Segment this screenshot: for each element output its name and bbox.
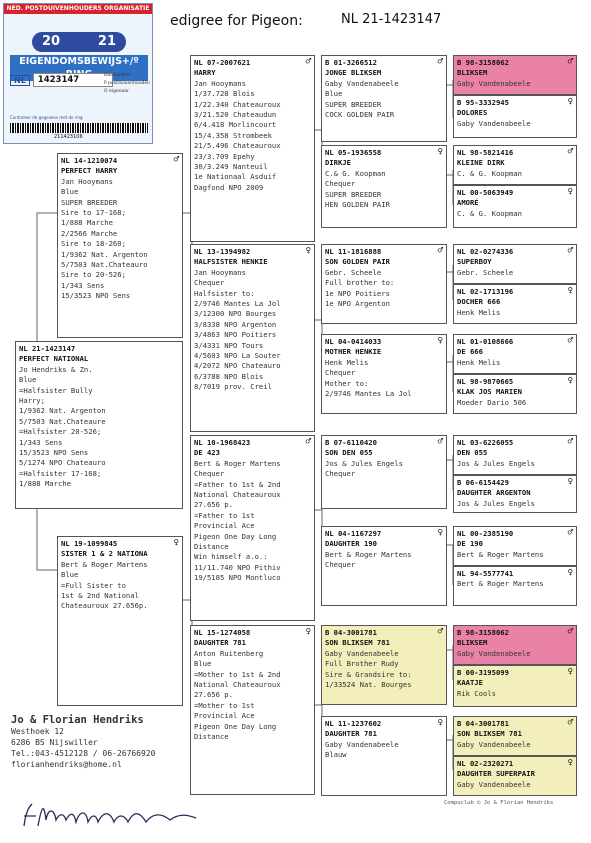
pigeon-line: Bert & Roger Martens (61, 559, 148, 569)
ggp-box (321, 334, 447, 414)
pigeon-line: 15/3523 NPO Sens (61, 291, 131, 301)
subject-line: 1/888 Marche (19, 479, 71, 489)
pigeon-line: Chequer (194, 469, 225, 479)
male-symbol-icon: ♂ (305, 437, 311, 447)
pigeon-line: Bert & Roger Martens (325, 549, 412, 559)
pigeon-line: 3/8338 NPO Argenton (194, 319, 277, 329)
female-symbol-icon: ♀ (567, 758, 573, 768)
subject-ring: NL 21-1423147 (19, 344, 76, 353)
pigeon-line: Blue (61, 187, 79, 197)
pigeon-line: 27.656 p. (194, 690, 233, 700)
male-symbol-icon: ♂ (567, 718, 573, 728)
pigeon-line: =Father to 1st & 2nd (194, 479, 281, 489)
gp-box (190, 435, 315, 621)
pigeon-line: 19/5185 NPO Montluco (194, 573, 281, 583)
pigeon-line: Pigeon One Day Long (194, 721, 277, 731)
gggp-box (453, 665, 577, 707)
pigeon-line: Gaby Vandenabeele (457, 779, 531, 789)
pigeon-line: Gaby Vandenabeele (457, 118, 531, 128)
sticker-card-name: EIGENDOMSBEWIJS+/º (10, 55, 148, 81)
pigeon-line: SON DEN 055 (325, 448, 373, 458)
pigeon-line: SUPERBOY (457, 257, 492, 267)
pigeon-line: C. & G. Koopman (457, 168, 522, 178)
ggp-box (321, 435, 447, 509)
gggp-box (453, 625, 577, 665)
owner-email: florianhendriks@home.nl (11, 760, 122, 769)
gggp-box (453, 145, 577, 185)
pigeon-line: 23/3.709 Epehy (194, 151, 255, 161)
pigeon-line: =Mother to 1st & 2nd (194, 669, 281, 679)
pigeon-line: 1/888 Marche (61, 218, 113, 228)
male-symbol-icon: ♂ (437, 437, 443, 447)
pigeon-line: National Chateauroux (194, 680, 281, 690)
female-symbol-icon: ♀ (567, 667, 573, 677)
subject-box (15, 341, 183, 509)
sticker-year-left: 20 (42, 34, 61, 49)
pigeon-line: BLIKSEM (457, 638, 488, 648)
pigeon-line: Sire & Grandsire to: (325, 669, 412, 679)
sticker-org: NED. POSTDUIVENHOUDERS ORGANISATIE (4, 4, 152, 14)
pigeon-line: SUPER BREEDER (325, 189, 382, 199)
gp-box (190, 625, 315, 795)
subject-line: 15/3523 NPO Sens (19, 448, 89, 458)
pigeon-line: Henk Melis (457, 307, 501, 317)
sticker-note: Controleer de gegevens met de ring (10, 115, 83, 120)
pigeon-line: 3/12300 NPO Bourges (194, 309, 277, 319)
pigeon-line: Anton Ruitenberg (194, 648, 264, 658)
pigeon-line: 2/9746 Mantes La Jol (194, 299, 281, 309)
female-symbol-icon: ♀ (567, 97, 573, 107)
pigeon-line: Gaby Vandenabeele (457, 739, 531, 749)
ring-number: NL 03-6226055 (457, 438, 514, 447)
pigeon-line: Gaby Vandenabeele (325, 78, 399, 88)
pigeon-line: Jos & Jules Engels (457, 498, 535, 508)
sticker-year-right: 21 (97, 34, 116, 49)
pigeon-line: Jan Hooymans (194, 78, 246, 88)
gggp-box (453, 185, 577, 228)
owner-name: Jo & Florian Hendriks (11, 714, 144, 726)
pigeon-line: Halfsister to: (194, 288, 255, 298)
pigeon-line: 4/5603 NPO La Souter (194, 351, 281, 361)
subject-line: Jo Hendriks & Zn. (19, 364, 93, 374)
male-symbol-icon: ♂ (437, 57, 443, 67)
pigeon-line: Henk Melis (457, 357, 501, 367)
owner-city: 6286 BS Nijswiller (11, 738, 98, 747)
pigeon-line: 27.656 p. (194, 500, 233, 510)
mother-box (57, 536, 183, 706)
pigeon-line: Chequer (325, 560, 356, 570)
male-symbol-icon: ♂ (437, 246, 443, 256)
female-symbol-icon: ♀ (567, 376, 573, 386)
pigeon-line: Chequer (325, 469, 356, 479)
pigeon-line: MOTHER HENKIE (325, 347, 382, 357)
gggp-box (453, 374, 577, 414)
female-symbol-icon: ♀ (173, 538, 179, 548)
pigeon-line: =Father to 1st (194, 510, 255, 520)
pigeon-line: DIRKJE (325, 158, 351, 168)
pigeon-line: 4/2072 NPO Chateauro (194, 361, 281, 371)
pigeon-line: Sire to 20-526; (61, 270, 126, 280)
male-symbol-icon: ♂ (567, 437, 573, 447)
ggp-box (321, 716, 447, 796)
ring-number: NL 02-1713196 (457, 287, 514, 296)
ring-number: B 04-3001781 (457, 719, 509, 728)
subject-line: =Halfsister 20-526; (19, 427, 102, 437)
female-symbol-icon: ♀ (567, 286, 573, 296)
pigeon-line: Blue (61, 570, 79, 580)
male-symbol-icon: ♂ (567, 147, 573, 157)
ggp-box (321, 145, 447, 228)
pigeon-line: Distance (194, 542, 229, 552)
ring-number: NL 02-2320271 (457, 759, 514, 768)
pigeon-line: HEN GOLDEN PAIR (325, 200, 390, 210)
ring-number: B 07-6110420 (325, 438, 377, 447)
pigeon-line: Moeder Dario 506 (457, 397, 527, 407)
sticker-opt1: Doorlandse (104, 73, 130, 78)
pigeon-line: 1e NPO Argenton (325, 299, 390, 309)
pigeon-line: C.& G. Koopman (325, 168, 386, 178)
gggp-box (453, 284, 577, 324)
pigeon-line: DE 190 (457, 539, 483, 549)
pigeon-line: 2/2566 Marche (61, 228, 118, 238)
pigeon-line: Gaby Vandenabeele (325, 739, 399, 749)
pigeon-line: Chateauroux 27.656p. (61, 601, 148, 611)
ring-number: B 98-3158062 (457, 58, 509, 67)
pigeon-line: =Mother to 1st (194, 700, 255, 710)
pigeon-line: COCK GOLDEN PAIR (325, 110, 395, 120)
pigeon-line: DEN 055 (457, 448, 488, 458)
pigeon-line: SON BLIKSEM 781 (325, 638, 390, 648)
ring-number: NL 15-1274058 (194, 628, 251, 637)
pigeon-line: Sire to 17-168; (61, 208, 126, 218)
pigeon-line: Distance (194, 732, 229, 742)
subject-line: 5/1274 NPO Chateauro (19, 458, 106, 468)
subject-line: =Halfsister 17-168; (19, 468, 102, 478)
ggp-box (321, 244, 447, 324)
ring-number: NL 11-1237602 (325, 719, 382, 728)
gggp-box (453, 95, 577, 138)
ring-number: NL 05-1936558 (325, 148, 382, 157)
sticker-ring: 1423147 (33, 73, 113, 87)
pigeon-line: Chequer (325, 368, 356, 378)
pigeon-line: Full brother to: (325, 278, 395, 288)
pigeon-line: 1/22.340 Chateauroux (194, 99, 281, 109)
barcode (10, 123, 148, 133)
ring-number: B 98-3158062 (457, 628, 509, 637)
pigeon-line: KAATJE (457, 678, 483, 688)
pigeon-line: DAUGHTER 190 (325, 539, 377, 549)
pigeon-line: Provincial Ace (194, 521, 255, 531)
pigeon-line: Henk Melis (325, 357, 369, 367)
female-symbol-icon: ♀ (567, 477, 573, 487)
pigeon-line: 6/3788 NPO Blois (194, 371, 264, 381)
pigeon-line: 1/9362 Nat. Argenton (61, 249, 148, 259)
ring-number: NL 11-1816888 (325, 247, 382, 256)
pigeon-line: SON GOLDEN PAIR (325, 257, 390, 267)
ring-number: NL 02-0274336 (457, 247, 514, 256)
pigeon-line: DOLORES (457, 108, 488, 118)
subject-line: 5/7503 Nat.Chateaure (19, 416, 106, 426)
pigeon-line: 1e NPO Poitiers (325, 288, 390, 298)
ring-number: NL 10-1968423 (194, 438, 251, 447)
pigeon-line: 3/4331 NPO Tours (194, 340, 264, 350)
pigeon-line: HALFSISTER HENKIE (194, 257, 268, 267)
ownership-card-sticker (3, 3, 153, 144)
gggp-box (453, 244, 577, 284)
sticker-year (32, 32, 126, 52)
female-symbol-icon: ♀ (437, 336, 443, 346)
pigeon-line: 3/4863 NPO Poitiers (194, 330, 277, 340)
male-symbol-icon: ♂ (567, 57, 573, 67)
pigeon-line: Jos & Jules Engels (325, 458, 403, 468)
pigeon-line: SISTER 1 & 2 NATIONA (61, 549, 148, 559)
male-symbol-icon: ♂ (567, 336, 573, 346)
ring-number: NL 04-0414033 (325, 337, 382, 346)
ring-number: B 04-3001781 (325, 628, 377, 637)
signature (20, 800, 200, 832)
pigeon-line: Jan Hooymans (194, 267, 246, 277)
pigeon-line: Win himself a.o.: (194, 552, 268, 562)
female-symbol-icon: ♀ (437, 718, 443, 728)
pigeon-line: C. & G. Koopman (457, 208, 522, 218)
subject-line: 1/343 Sens (19, 437, 63, 447)
sticker-opt2: P postduivenhouden (104, 81, 151, 86)
ring-number: NL 19-1099845 (61, 539, 118, 548)
male-symbol-icon: ♂ (305, 57, 311, 67)
pigeon-line: Gaby Vandenabeele (457, 78, 531, 88)
ring-number: B 95-3332945 (457, 98, 509, 107)
female-symbol-icon: ♀ (567, 568, 573, 578)
pigeon-line: Gebr. Scheele (457, 267, 514, 277)
pigeon-line: 8/7019 prov. Creil (194, 382, 272, 392)
pigeon-line: Pigeon One Day Long (194, 531, 277, 541)
ring-number: NL 00-2385190 (457, 529, 514, 538)
pigeon-line: 5/7503 Nat.Chateauro (61, 260, 148, 270)
pigeon-line: SUPER BREEDER (325, 99, 382, 109)
page-title: edigree for Pigeon: (170, 13, 303, 29)
female-symbol-icon: ♀ (305, 246, 311, 256)
pigeon-line: National Chateauroux (194, 490, 281, 500)
gggp-box (453, 475, 577, 513)
female-symbol-icon: ♀ (437, 147, 443, 157)
pigeon-line: KLAK JOS MARIEN (457, 387, 522, 397)
pigeon-line: 3/21.520 Chateaudun (194, 110, 277, 120)
pigeon-line: =Full Sister to (61, 580, 126, 590)
gggp-box (453, 526, 577, 566)
male-symbol-icon: ♂ (567, 246, 573, 256)
ring-number: B 01-3266512 (325, 58, 377, 67)
footer-credit: Compuclub © Jo & Florian Hendriks (444, 800, 554, 806)
pigeon-line: DOCHER 666 (457, 297, 501, 307)
pigeon-line: SUPER BREEDER (61, 197, 118, 207)
pigeon-line: 1/343 Sens (61, 280, 105, 290)
pigeon-line: 1/37.728 Blois (194, 89, 255, 99)
ggp-box (321, 625, 447, 705)
header-ring: NL 21-1423147 (341, 12, 442, 27)
pigeon-line: 30/3.249 Nanteuil (194, 162, 268, 172)
male-symbol-icon: ♂ (437, 627, 443, 637)
pigeon-line: 1e Nationaal Asduif (194, 172, 277, 182)
pigeon-line: Bert & Roger Martens (457, 549, 544, 559)
pigeon-line: Dagfond NPO 2009 (194, 182, 264, 192)
pigeon-line: Jan Hooymans (61, 176, 113, 186)
subject-line: 1/9362 Nat. Argenton (19, 406, 106, 416)
gp-box (190, 55, 315, 242)
male-symbol-icon: ♂ (173, 155, 179, 165)
pigeon-line: 15/4.358 Strombeek (194, 130, 272, 140)
sticker-opt3: O eigenaar (104, 89, 129, 94)
sticker-ring-row (10, 73, 113, 87)
pigeon-line: Gaby Vandenabeele (325, 648, 399, 658)
ggp-box (321, 526, 447, 606)
pigeon-line: Chequer (325, 179, 356, 189)
ring-number: NL 98-9870665 (457, 377, 514, 386)
gp-box (190, 244, 315, 432)
subject-line: =Halfsister Bully (19, 385, 93, 395)
pigeon-line: JONGE BLIKSEM (325, 68, 382, 78)
pigeon-line: Jos & Jules Engels (457, 458, 535, 468)
pigeon-line: Bert & Roger Martens (457, 579, 544, 589)
ring-number: NL 00-5063949 (457, 188, 514, 197)
pigeon-line: Gebr. Scheele (325, 267, 382, 277)
male-symbol-icon: ♂ (567, 627, 573, 637)
sticker-prefix: NL (10, 75, 30, 86)
pigeon-line: HARRY (194, 68, 216, 78)
pigeon-line: Bert & Roger Martens (194, 458, 281, 468)
ring-number: NL 04-1167297 (325, 529, 382, 538)
sticker-options (104, 72, 150, 96)
female-symbol-icon: ♀ (567, 187, 573, 197)
male-symbol-icon: ♂ (567, 528, 573, 538)
female-symbol-icon: ♀ (305, 627, 311, 637)
gggp-box (453, 435, 577, 475)
pigeon-line: Chequer (194, 278, 225, 288)
ring-number: NL 14-1210074 (61, 156, 118, 165)
subject-line: PERFECT NATIONAL (19, 354, 89, 364)
pigeon-line: BLIKSEM (457, 68, 488, 78)
ring-number: B 06-6154429 (457, 478, 509, 487)
pigeon-line: 2/9746 Mantes La Jol (325, 389, 412, 399)
father-box (57, 153, 183, 338)
subject-line: Harry; (19, 396, 45, 406)
pigeon-line: 6/4.418 Morlincourt (194, 120, 277, 130)
gggp-box (453, 716, 577, 756)
gggp-box (453, 55, 577, 95)
owner-block (11, 715, 156, 770)
pigeon-line: 1st & 2nd National (61, 591, 139, 601)
pigeon-line: Blue (325, 89, 343, 99)
gggp-box (453, 756, 577, 796)
pigeon-line: Blue (194, 659, 212, 669)
pigeon-line: Gaby Vandenabeele (457, 648, 531, 658)
pigeon-line: 11/11.740 NPO Pithiv (194, 562, 281, 572)
ring-number: NL 01-0108666 (457, 337, 514, 346)
barcode-number: 211423106 (54, 134, 83, 140)
female-symbol-icon: ♀ (437, 528, 443, 538)
subject-line: Blue (19, 375, 37, 385)
pigeon-line: 1/33524 Nat. Bourges (325, 680, 412, 690)
owner-street: Westhoek 12 (11, 727, 64, 736)
gggp-box (453, 334, 577, 374)
pigeon-line: Provincial Ace (194, 711, 255, 721)
pigeon-line: DE 423 (194, 448, 220, 458)
pigeon-line: DE 666 (457, 347, 483, 357)
pigeon-line: PERFECT HARRY (61, 166, 118, 176)
ring-number: NL 94-5577741 (457, 569, 514, 578)
pigeon-line: DAUGHTER 781 (194, 638, 246, 648)
pigeon-line: Blauw (325, 750, 347, 760)
owner-tel: Tel.:043-4512128 / 06-26766920 (11, 749, 156, 758)
pigeon-line: DAUGHTER 781 (325, 729, 377, 739)
ring-number: NL 98-5821416 (457, 148, 514, 157)
pigeon-line: Full Brother Rudy (325, 659, 399, 669)
ring-number: NL 13-1394982 (194, 247, 251, 256)
pigeon-line: KLEINE DIRK (457, 158, 505, 168)
ring-number: B 00-3195099 (457, 668, 509, 677)
pigeon-line: Mother to: (325, 378, 369, 388)
pigeon-line: DAUGHTER SUPERPAIR (457, 769, 535, 779)
ggp-box (321, 55, 447, 142)
pigeon-line: DAUGHTER ARGENTON (457, 488, 531, 498)
pigeon-line: AMORÉ (457, 198, 479, 208)
ring-number: NL 07-2007621 (194, 58, 251, 67)
pigeon-line: 21/5.496 Chateauroux (194, 141, 281, 151)
pigeon-line: SON BLIKSEM 781 (457, 729, 522, 739)
pigeon-line: Sire to 18-260; (61, 239, 126, 249)
gggp-box (453, 566, 577, 606)
pigeon-line: Rik Cools (457, 688, 496, 698)
